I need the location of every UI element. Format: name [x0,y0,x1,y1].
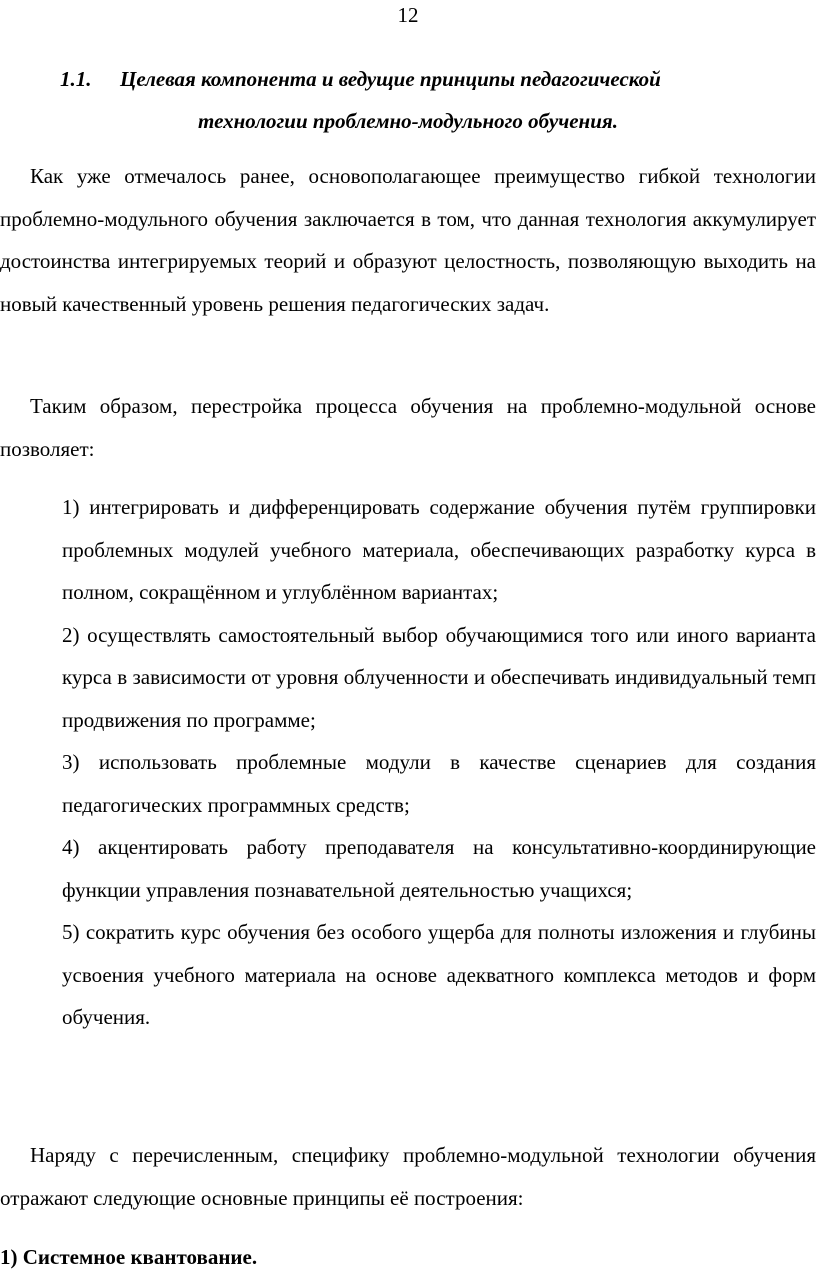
advantages-list [62,486,816,1039]
list-item: 5) сократить курс обучения без особого ущерба для полноты изложения и глубины усвоения учебного материала на основе адекватного комплекса методов и форм обучения. [62,920,816,1029]
section-title-part-2: технологии проблемно-модульного обучения. [198,109,618,133]
list-item: 1) интегрировать и дифференцировать содержание обучения путём группировки проблемных модулей учебного материала, обеспечивающих разработку курса в полном, сокращённом и углублённом вариантах; [62,495,816,604]
closing-paragraph: Наряду с перечисленным, специфику проблемно-модульной технологии обучения отражают следующие основные принципы её построения: [0,1143,816,1210]
section-heading-line-1 [60,58,816,100]
section-title-part-1: Целевая компонента и ведущие принципы педагогической [120,67,661,91]
page-number: 12 [397,3,419,27]
section-number: 1.1. [60,67,92,91]
list-item: 2) осуществлять самостоятельный выбор обучающимися того или иного варианта курса в зависимости от уровня облученности и обеспечивать индивидуальный темп продвижения по программе; [62,622,816,732]
principle-subheading: 1) Системное квантование. [0,1245,258,1269]
section-heading [60,58,816,142]
intro-paragraph: Как уже отмечалось ранее, основополагающее преимущество гибкой технологии проблемно-модульного обучения заключается в том, что данная технология аккумулирует достоинства интегрируемых теорий и образуют целостность, позволяющую выходить на новый качественный уровень решения педагогических задач. [0,164,816,316]
list-item: 3) использовать проблемные модули в качестве сценариев для создания педагогических программных средств; [62,750,816,817]
list-item: 4) акцентировать работу преподавателя на консультативно-координирующие функции управления познавательной деятельностью учащихся; [62,835,816,902]
list-lead-paragraph: Таким образом, перестройка процесса обучения на проблемно-модульной основе позволяет: [0,394,816,461]
